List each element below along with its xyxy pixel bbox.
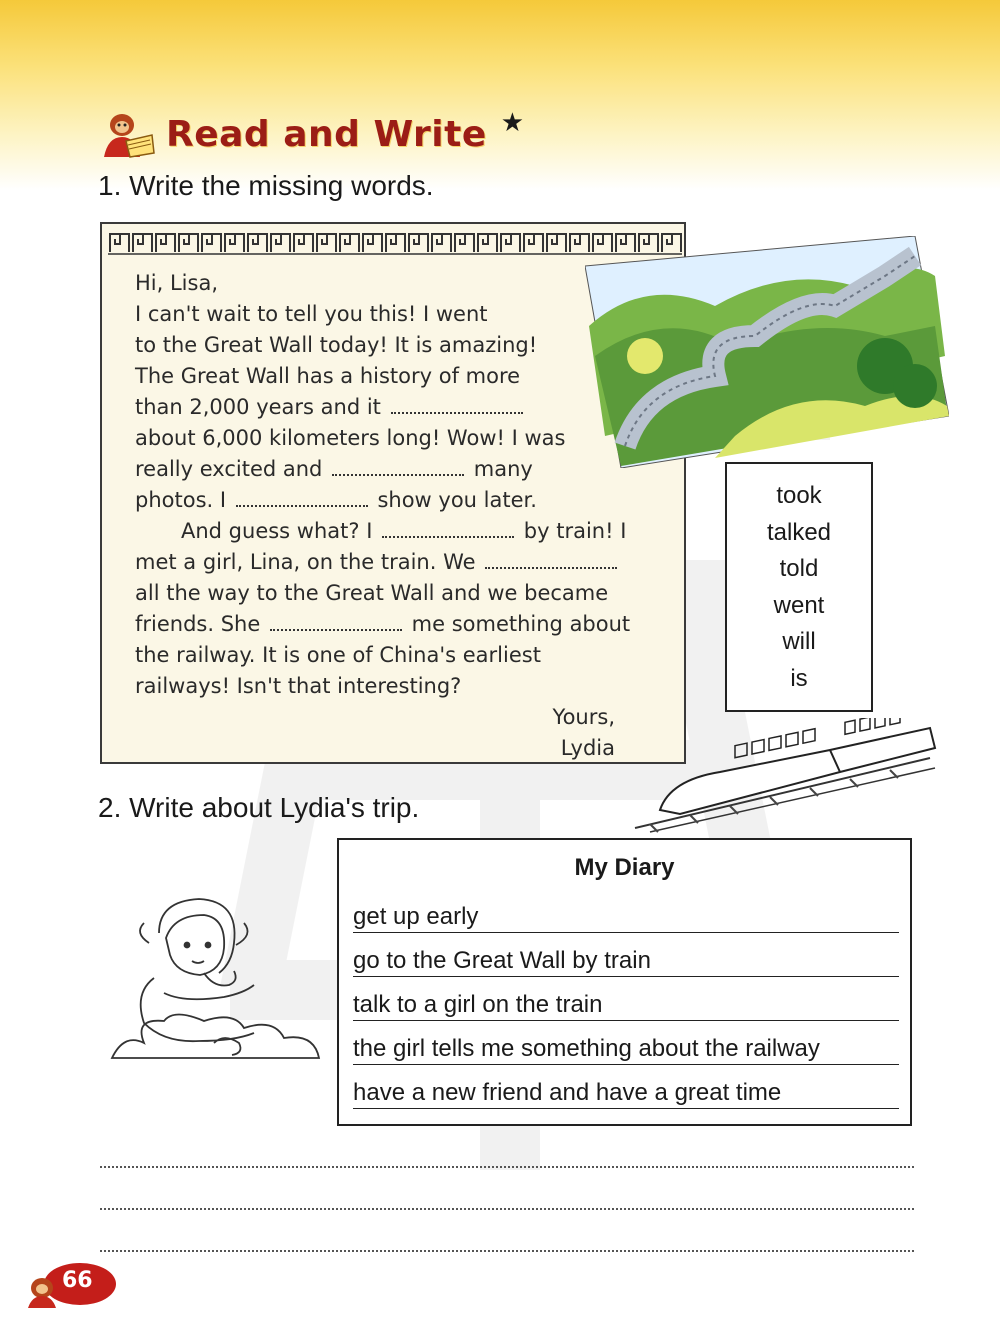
high-speed-train-illustration [630, 718, 940, 833]
letter-line: The Great Wall has a history of more [135, 364, 521, 388]
letter-line: about 6,000 kilometers long! Wow! I was [135, 426, 566, 450]
letter-line: to the Great Wall today! It is amazing! [135, 333, 538, 357]
section-title-text: Read and Write [166, 113, 487, 155]
diary-entry: talk to a girl on the train [353, 990, 899, 1021]
letter-line: all the way to the Great Wall and we became [135, 581, 609, 605]
letter-closing: Yours, [552, 705, 615, 729]
word-bank [725, 462, 873, 712]
letter-line [135, 485, 675, 516]
difficulty-star-icon: ★ [500, 106, 525, 137]
letter-line: the railway. It is one of China's earliest [135, 643, 541, 667]
word-bank-item: went [773, 591, 825, 619]
letter-text-segment: really excited and [135, 457, 323, 481]
word-bank-item: talked [766, 518, 832, 546]
letter-line [135, 547, 675, 578]
monkey-reading-icon [98, 109, 156, 159]
thinking-girl-illustration [104, 893, 324, 1068]
letter-text-segment: photos. I [135, 488, 227, 512]
letter-line [135, 516, 675, 547]
diary-entry: have a new friend and have a great time [353, 1078, 899, 1109]
letter-greeting: Hi, Lisa, [135, 271, 218, 295]
answer-blank-3[interactable] [236, 485, 368, 507]
answer-blank-2[interactable] [332, 454, 464, 476]
diary-entry: get up early [353, 902, 899, 933]
letter-signature: Lydia [560, 736, 615, 760]
letter-line [135, 609, 675, 640]
answer-blank-5[interactable] [485, 547, 617, 569]
letter-text-segment: many [473, 457, 533, 481]
letter-text-segment: show you later. [377, 488, 537, 512]
exercise-1-heading: 1. Write the missing words. [98, 170, 434, 201]
letter-text-segment: And guess what? I [181, 519, 373, 543]
answer-writing-line[interactable] [100, 1250, 914, 1252]
letter-text-segment: by train! I [523, 519, 627, 543]
letter-text-segment: met a girl, Lina, on the train. We [135, 550, 476, 574]
letter-text-segment: friends. She [135, 612, 261, 636]
word-bank-item: is [790, 664, 808, 692]
page-number: 66 [62, 1268, 93, 1293]
section-title [98, 104, 524, 164]
letter-line: railways! Isn't that interesting? [135, 674, 462, 698]
answer-blank-4[interactable] [382, 516, 514, 538]
answer-blank-1[interactable] [391, 392, 523, 414]
word-bank-item: told [779, 555, 819, 583]
letter-text-segment: me something about [411, 612, 631, 636]
answer-writing-line[interactable] [100, 1166, 914, 1168]
answer-writing-line[interactable] [100, 1208, 914, 1210]
great-wall-illustration [585, 236, 949, 468]
letter-line: I can't wait to tell you this! I went [135, 302, 488, 326]
diary-entry: the girl tells me something about the railway [353, 1034, 899, 1065]
letter-text-segment: than 2,000 years and it [135, 395, 381, 419]
answer-blank-6[interactable] [270, 609, 402, 631]
exercise-2-heading: 2. Write about Lydia's trip. [98, 792, 420, 823]
diary-title: My Diary [574, 854, 675, 881]
diary-entry: go to the Great Wall by train [353, 946, 899, 977]
word-bank-item: will [782, 628, 816, 656]
diary-box [337, 838, 912, 1126]
word-bank-item: took [776, 482, 822, 509]
